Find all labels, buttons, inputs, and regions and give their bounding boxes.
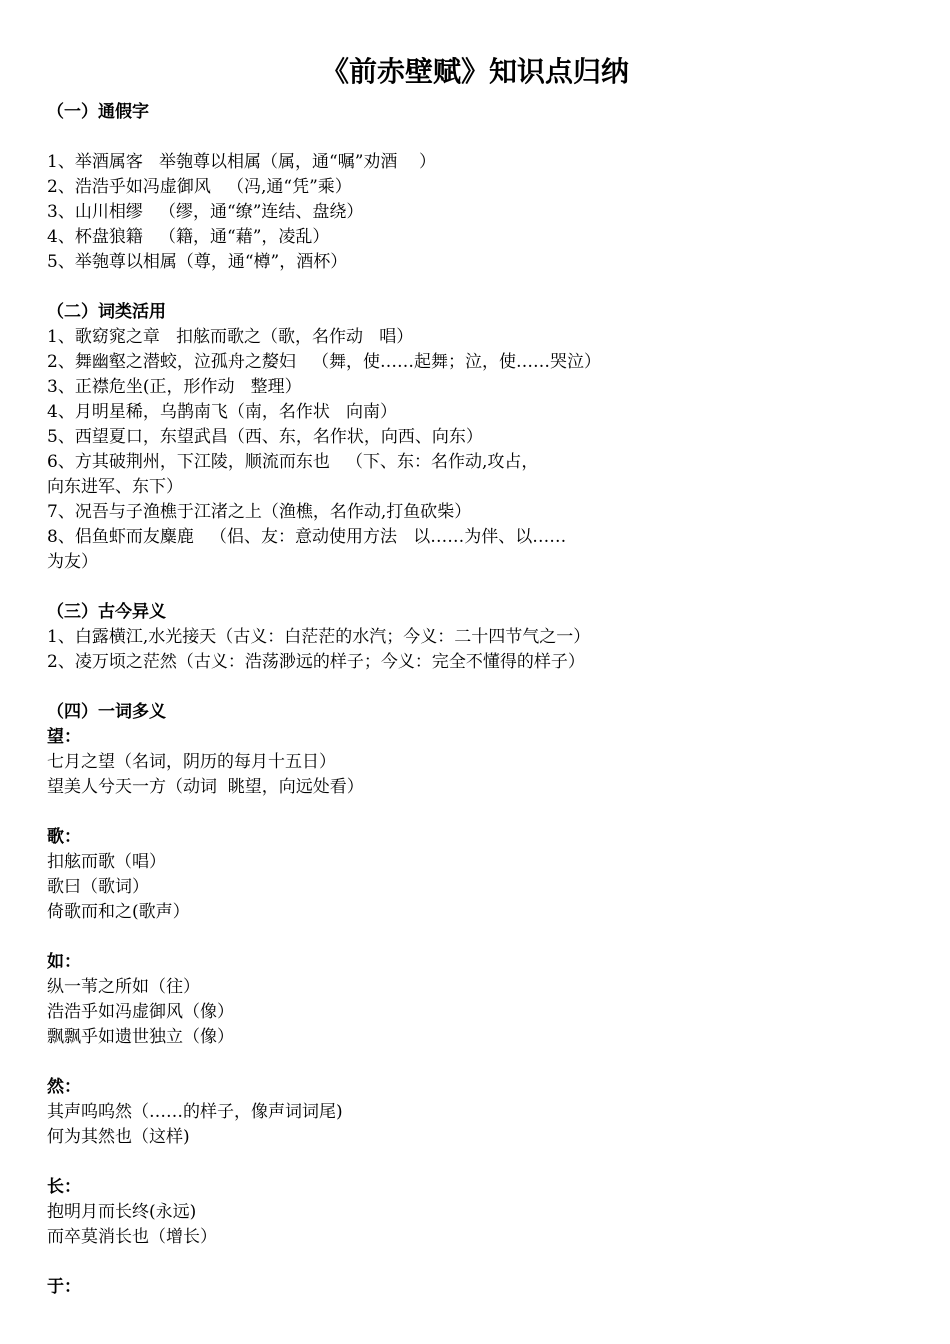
- list-item: 歌曰（歌词）: [47, 877, 149, 897]
- list-item: 其声呜呜然（……的样子，像声词词尾): [47, 1102, 343, 1122]
- list-item: 4、杯盘狼籍 （籍，通“藉”，凌乱）: [47, 227, 330, 247]
- list-item-continuation: 为友）: [47, 552, 98, 572]
- list-item: 纵一苇之所如（往）: [47, 977, 200, 997]
- spacer: [47, 1050, 907, 1075]
- document-body: [47, 100, 907, 1300]
- list-item: 4、月明星稀，乌鹊南飞（南，名作状 向南）: [47, 402, 398, 422]
- list-item: 2、凌万顷之茫然（古义：浩荡渺远的样子；今义：完全不懂得的样子）: [47, 652, 585, 672]
- spacer: [47, 125, 907, 150]
- list-item: 而卒莫消长也（增长）: [47, 1227, 217, 1247]
- section-heading-tongjia: （一）通假字: [47, 102, 149, 122]
- list-item: 2、浩浩乎如冯虚御风 （冯,通“凭”乘）: [47, 177, 352, 197]
- list-item: 望美人兮天一方（动词 眺望，向远处看）: [47, 777, 364, 797]
- list-item: 何为其然也（这样): [47, 1127, 190, 1147]
- list-item: 1、歌窈窕之章 扣舷而歌之（歌，名作动 唱）: [47, 327, 414, 347]
- word-heading-ge: 歌：: [47, 827, 81, 847]
- section-heading-duoyi: （四）一词多义: [47, 702, 166, 722]
- list-item: 1、举酒属客 举匏尊以相属（属，通“嘱”劝酒 ）: [47, 152, 437, 172]
- list-item: 8、侣鱼虾而友麋鹿 （侣、友：意动使用方法 以……为伴、以……: [47, 527, 567, 547]
- spacer: [47, 675, 907, 700]
- list-item: 七月之望（名词，阴历的每月十五日）: [47, 752, 336, 772]
- list-item: 抱明月而长终(永远): [47, 1202, 197, 1222]
- word-heading-ran: 然：: [47, 1077, 81, 1097]
- list-item: 5、举匏尊以相属（尊，通“樽”，酒杯）: [47, 252, 348, 272]
- word-heading-yu: 于：: [47, 1277, 81, 1297]
- document-title: 《前赤壁赋》知识点归纳: [320, 55, 629, 88]
- word-heading-wang: 望：: [47, 727, 81, 747]
- section-heading-cilei: （二）词类活用: [47, 302, 166, 322]
- list-item: 2、舞幽壑之潜蛟，泣孤舟之嫠妇 （舞，使……起舞；泣，使……哭泣）: [47, 352, 602, 372]
- list-item: 3、山川相缪 （缪，通“缭”连结、盘绕）: [47, 202, 364, 222]
- spacer: [47, 1250, 907, 1275]
- list-item: 飘飘乎如遗世独立（像）: [47, 1027, 234, 1047]
- spacer: [47, 800, 907, 825]
- word-heading-chang: 长：: [47, 1177, 81, 1197]
- list-item: 倚歌而和之(歌声）: [47, 902, 190, 922]
- list-item: 扣舷而歌（唱）: [47, 852, 166, 872]
- list-item: 3、正襟危坐(正，形作动 整理）: [47, 377, 302, 397]
- list-item: 6、方其破荆州，下江陵，顺流而东也 （下、东：名作动,攻占，: [47, 452, 539, 472]
- list-item: 浩浩乎如冯虚御风（像）: [47, 1002, 234, 1022]
- spacer: [47, 275, 907, 300]
- list-item: 1、白露横江,水光接天（古义：白茫茫的水汽；今义：二十四节气之一）: [47, 627, 591, 647]
- word-heading-ru: 如：: [47, 952, 81, 972]
- spacer: [47, 925, 907, 950]
- list-item-continuation: 向东进军、东下）: [47, 477, 183, 497]
- section-heading-gujin: （三）古今异义: [47, 602, 166, 622]
- list-item: 5、西望夏口，东望武昌（西、东，名作状，向西、向东）: [47, 427, 483, 447]
- spacer: [47, 575, 907, 600]
- list-item: 7、况吾与子渔樵于江渚之上（渔樵，名作动,打鱼砍柴）: [47, 502, 472, 522]
- spacer: [47, 1150, 907, 1175]
